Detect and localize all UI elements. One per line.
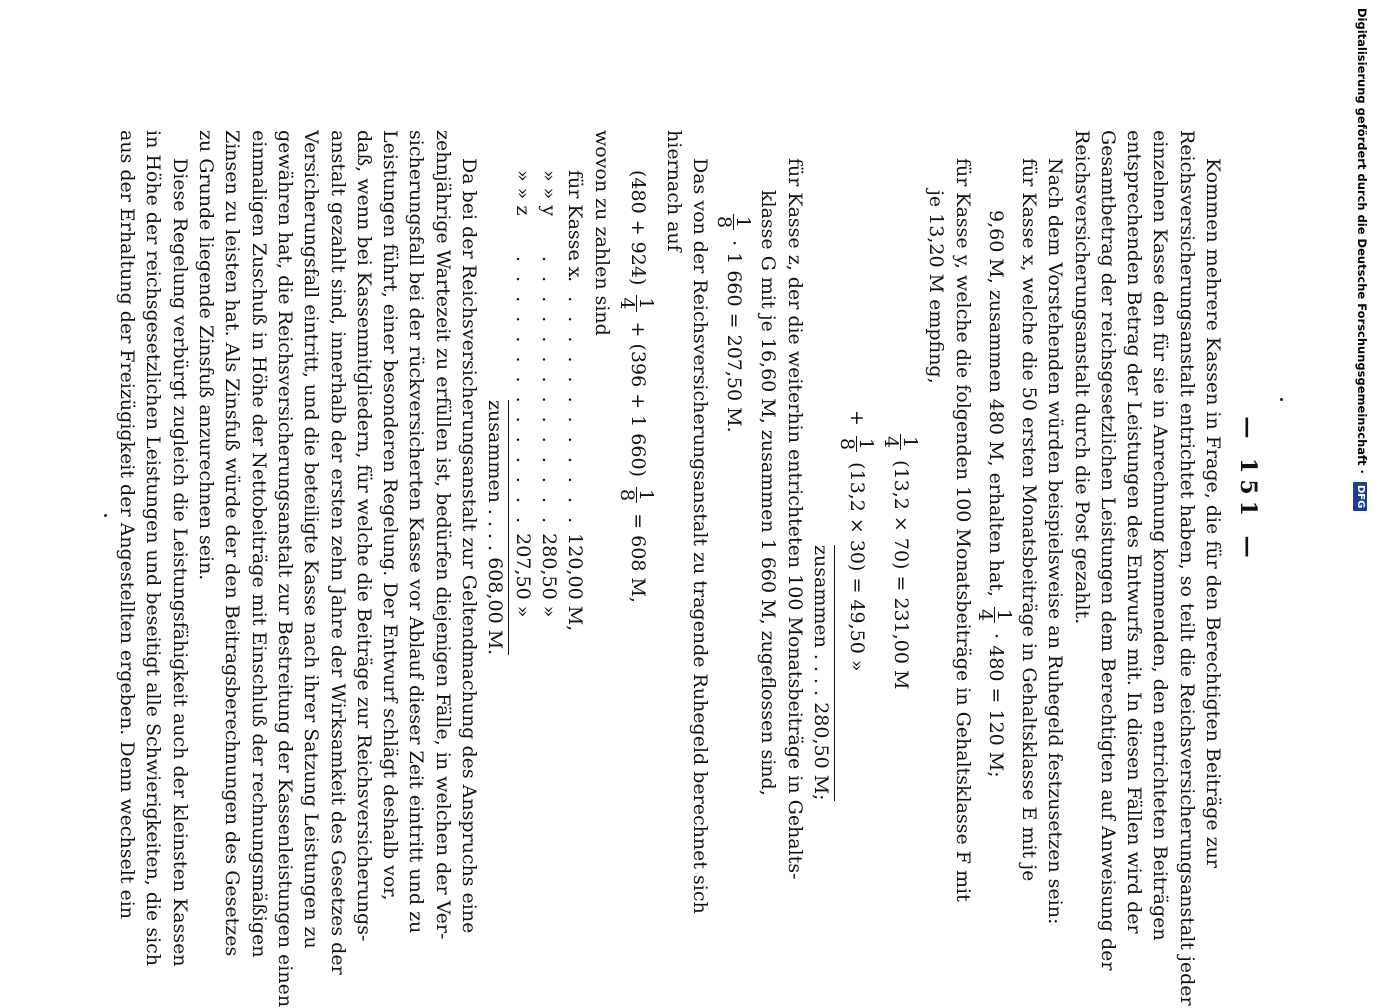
text-line: daß, wenn bei Kassenmitgliedern, für welche die Beiträge zur Reichsversicherungs- (352, 130, 375, 942)
text-line: anstalt gezahlt sind, innerhalb der ersten zehn Jahre der Wirksamkeit des Gesetzes der (326, 130, 349, 975)
scan-speck (1280, 398, 1283, 401)
total-line: hiernach auf (662, 130, 685, 252)
fraction: 1 8 (616, 489, 658, 502)
text-line: zu Grunde liegende Zinsfuß anzurechnen sein. (195, 130, 218, 581)
text-line: entsprechenden Betrag der Leistungen des Entwurfs mit. In diesen Fällen wird der (1123, 130, 1146, 934)
kasse-z-line: für Kasse z, der die weiterhin entrichteten 100 Monatsbeiträge in Gehalts- (783, 158, 806, 880)
text-line: sicherungsfall bei der rückversicherten Kasse vor Ablauf dieser Zeit eintritt und zu (405, 130, 428, 934)
kasse-x-suffix: · 480 = 120 M; (984, 633, 1007, 778)
scan-speck (104, 514, 107, 517)
text-line: Kommen mehrere Kassen in Frage, die für den Berechtigten Beiträge zur (1202, 158, 1224, 868)
fraction: 1 4 (974, 609, 1016, 622)
digitization-note (1353, 8, 1371, 1008)
dfg-logo: DFG (1353, 482, 1367, 511)
fraction: 1 8 (712, 216, 754, 229)
kasse-x-line: für Kasse x, welche die 50 ersten Monatsbeiträge in Gehaltsklasse E mit je (1017, 158, 1040, 882)
text-line: einzelnen Kasse den für sie in Anrechnung kommenden, den entrichteten Beiträgen (1149, 130, 1172, 941)
rotated-page (116, 130, 1270, 1008)
text-line: Diese Regelung verbürgt zugleich die Leistungsfähigkeit auch der kleinsten Kassen (168, 158, 191, 967)
kasse-y-line: für Kasse y, welche die folgenden 100 Monatsbeiträge in Gehaltsklasse F mit (951, 158, 974, 902)
kasse-z-line: klasse G mit je 16,60 M, zusammen 1 660 M, zugeflossen sind, (757, 190, 780, 796)
kasse-y-formula-1: 1 4 (13,2 × 70) = 231,00 M (879, 436, 921, 690)
page-number: — 151 — (1235, 416, 1261, 564)
kasse-z-calc: 1 8 · 1 660 = 207,50 M. (712, 216, 754, 433)
total-formula: (480 + 924) 1 4 + (396 + 1 660) 1 8 = 608 M, (616, 170, 658, 603)
text-line: Da bei der Reichsversicherungsanstalt zur Geltendmachung des Anspruchs eine (458, 158, 481, 934)
payment-row: für Kasse x . . . . . . . . . . . . . . 120,00 M, (564, 170, 587, 632)
payment-row: » » z . . . . . . . . . . . . . . 207,50 » (511, 170, 534, 618)
digitization-text: Digitalisierung gefördert durch die Deutsche Forschungsgemeinschaft · (1355, 8, 1369, 474)
payments-intro: wovon zu zahlen sind (590, 130, 613, 336)
text-line: einmaligen Zuschuß in Höhe der Nettobeiträge mit Einschluß der rechnungsmäßigen (247, 130, 270, 958)
text-line: Zinsen zu leisten hat. Als Zinsfuß würde der den Beitragsberechnungen des Gesetzes (221, 130, 244, 957)
fraction: 1 4 (879, 436, 921, 449)
text-line: Gesamtbetrag der reichsgesetzlichen Leistungen dem Berechtigten auf Anweisung der (1096, 130, 1119, 971)
text-line: Leistungen führt, einer besonderen Regelung. Der Entwurf schlägt deshalb vor, (379, 130, 402, 901)
fraction: 1 4 (616, 297, 658, 310)
kasse-x-prefix: 9,60 M, zusammen 480 M, erhalten hat, (984, 210, 1007, 597)
fraction: 1 8 (835, 437, 877, 451)
text-line: aus der Erhaltung der Freizügigkeit der Angestellten ergeben. Denn wechselt ein (116, 130, 139, 920)
kasse-x-calc (976, 130, 1016, 850)
text-line: gewähren hat, die Reichsversicherungsanstalt zur Bestreitung der Kassenleistungen einen (273, 130, 296, 1008)
example-intro: Nach dem Vorstehenden würden beispielsweise an Ruhegeld festzusetzen sein: (1044, 158, 1067, 925)
kasse-y-total: zusammen . . . . 280,50 M; (808, 130, 835, 850)
text-line: Reichsversicherungsanstalt entrichtet haben, so teilt die Reichsversicherungsanstalt jeder (1175, 130, 1198, 1006)
payments-total: zusammen . . . . 608,00 M. (482, 130, 509, 850)
kasse-y-line: je 13,20 M empfing, (925, 190, 948, 384)
text-line: Versicherungsfall eintritt, und die beteiligte Kasse nach ihrer Satzung Leistungen zu (300, 130, 323, 949)
payment-row: » » y . . . . . . . . . . . . . . 280,50 » (537, 170, 560, 618)
text-line: Reichsversicherungsanstalt durch die Post gezahlt. (1070, 130, 1093, 625)
text-line: in Höhe der reichsgesetzlichen Leistungen und beseitigt alle Schwierigkeiten, die sich (142, 130, 165, 967)
kasse-y-formula-2: + 1 8 (13,2 × 30) = 49,50 » (835, 410, 877, 672)
text-line: zehnjährige Wartezeit zu erfüllen ist, bedürfen diejenigen Fälle, in welchen der Ver- (431, 130, 454, 940)
total-line: Das von der Reichsversicherungsanstalt zu tragende Ruhegeld berechnet sich (689, 158, 712, 914)
